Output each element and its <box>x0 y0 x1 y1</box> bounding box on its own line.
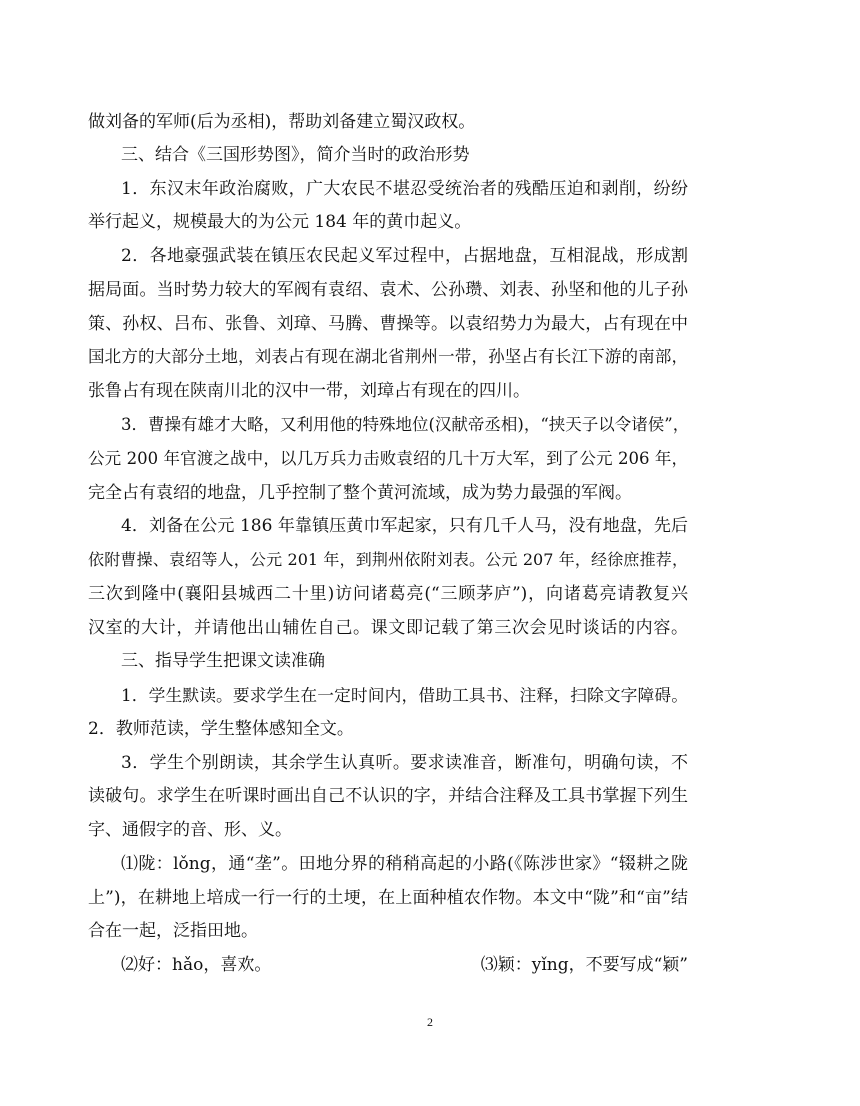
text-line: 做刘备的军师(后为丞相)，帮助刘备建立蜀汉政权。 <box>88 112 476 132</box>
text-line: 合在一起，泛指田地。 <box>88 921 258 941</box>
text-line: 国北方的大部分土地，刘表占有现在湖北省荆州一带，孙坚占有长江下游的南部， <box>88 347 688 366</box>
text-line: 2．教师范读，学生整体感知全文。 <box>88 719 354 739</box>
text-line: 据局面。当时势力较大的军阀有袁绍、袁术、公孙瓒、刘表、孙坚和他的儿子孙 <box>88 280 688 300</box>
text-line: 公元 200 年官渡之战中，以几万兵力击败袁绍的几十万大军，到了公元 206 年， <box>88 449 688 468</box>
text-line: 3．学生个别朗读，其余学生认真听。要求读准音，断准句，明确句读，不 <box>121 753 688 773</box>
page-number: 2 <box>427 1015 433 1029</box>
text-line: 1．东汉末年政治腐败，广大农民不堪忍受统治者的残酷压迫和剥削，纷纷 <box>121 179 688 199</box>
text-line: 3．曹操有雄才大略，又利用他的特殊地位(汉献帝丞相)，“挟天子以令诸侯”， <box>121 415 690 434</box>
text-line: 完全占有袁绍的地盘，几乎控制了整个黄河流域，成为势力最强的军阀。 <box>88 483 632 503</box>
vocab-entry-left: ⑵好：hǎo，喜欢。 <box>121 955 272 975</box>
section-heading: 三、指导学生把课文读准确 <box>121 651 325 671</box>
text-line: 读破句。求学生在听课时画出自己不认识的字，并结合注释及工具书掌握下列生 <box>88 786 688 806</box>
text-line: 举行起义，规模最大的为公元 184 年的黄巾起义。 <box>88 212 472 232</box>
text-line: ⑴陇：lǒng，通“垄”。田地分界的稍稍高起的小路(《陈涉世家》“辍耕之陇 <box>121 854 688 874</box>
text-line: 汉室的大计，并请他出山辅佐自己。课文即记载了第三次会见时谈话的内容。 <box>88 618 688 638</box>
vocab-entry-right: ⑶颖：yǐng，不要写成“颖” <box>480 955 688 975</box>
text-line: 字、通假字的音、形、义。 <box>88 820 292 840</box>
text-line: 上”)，在耕地上培成一行一行的土埂，在上面种植农作物。本文中“陇”和“亩”结 <box>88 888 688 908</box>
section-heading: 三、结合《三国形势图》，简介当时的政治形势 <box>121 145 470 165</box>
text-line: 三次到隆中(襄阳县城西二十里)访问诸葛亮(“三顾茅庐”)，向诸葛亮请教复兴 <box>88 584 688 604</box>
text-line: 1．学生默读。要求学生在一定时间内，借助工具书、注释，扫除文字障碍。 <box>121 685 688 705</box>
text-line: 2．各地豪强武装在镇压农民起义军过程中，占据地盘，互相混战，形成割 <box>121 246 688 266</box>
text-line-split <box>121 953 688 977</box>
text-line: 4．刘备在公元 186 年靠镇压黄巾军起家，只有几千人马，没有地盘，先后 <box>121 516 688 536</box>
text-line: 策、孙权、吕布、张鲁、刘璋、马腾、曹操等。以袁绍势力为最大，占有现在中 <box>88 314 688 334</box>
text-line: 张鲁占有现在陕南川北的汉中一带，刘璋占有现在的四川。 <box>88 381 530 401</box>
text-line: 依附曹操、袁绍等人，公元 201 年，到荆州依附刘表。公元 207 年，经徐庶推荐， <box>88 550 688 569</box>
